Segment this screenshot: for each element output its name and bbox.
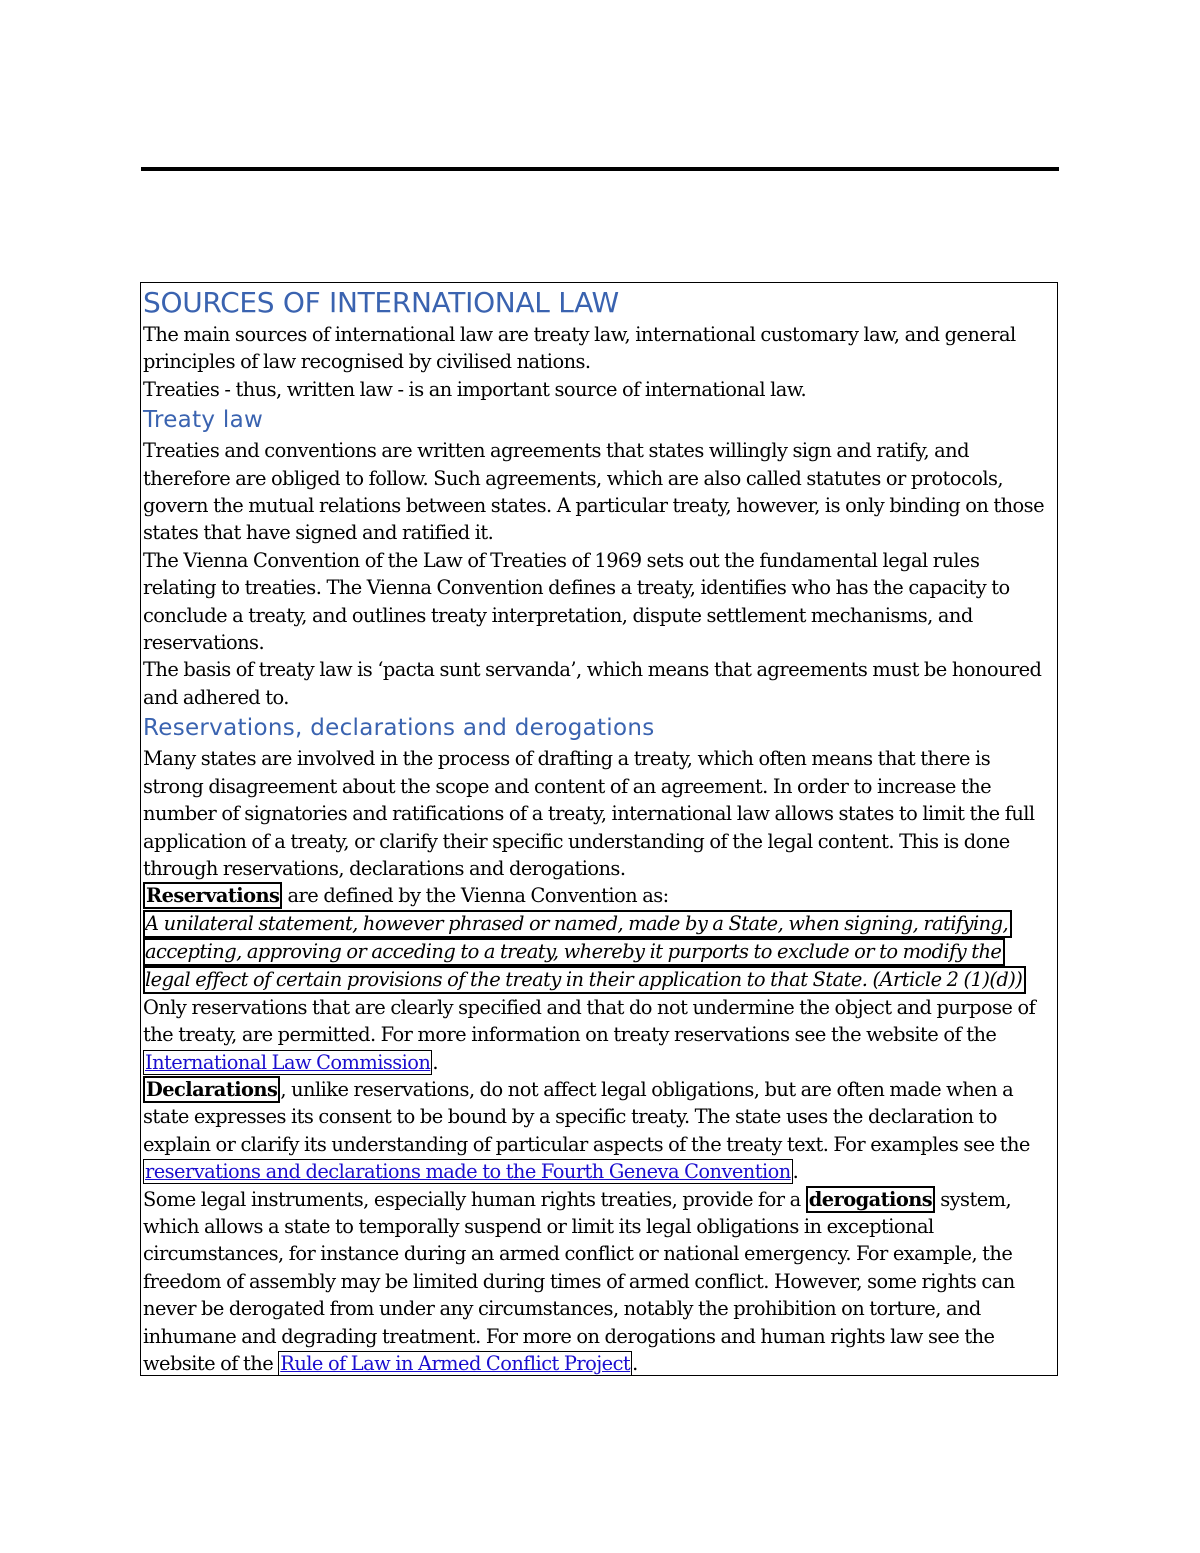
- treaty-law-paragraph-1: Treaties and conventions are written agreements that states willingly sign and ratify, and therefore are obliged to follow. Such agreements, which are also called statutes or protocols, govern the mutual relations between states. A particular treaty, however, is only binding on those states that have signed and ratified it.: [143, 439, 1045, 545]
- vienna-quote: [143, 910, 1055, 994]
- derogations-text: system, which allows a state to temporally suspend or limit its legal obligations in exceptional circumstances, for instance during an armed conflict or national emergency. For example, the freedom of assembly may be limited during times of armed conflict. However, some rights can never be derogated from under any circumstances, notably the prohibition on torture, and inhumane and degrading treatment. For more on derogations and human rights law see the website of the: [143, 1187, 1015, 1375]
- header-rule: [141, 167, 1059, 171]
- content-frame: [140, 282, 1058, 1376]
- fourth-geneva-convention-link[interactable]: reservations and declarations made to the Fourth Geneva Convention: [145, 1160, 791, 1184]
- declarations-text: , unlike reservations, do not affect legal obligations, but are often made when a state expresses its consent to be bound by a specific treaty. The state uses the declaration to explain or clarify its understanding of particular aspects of the treaty text. For examples see the: [143, 1077, 1030, 1156]
- rule-of-law-armed-conflict-link[interactable]: Rule of Law in Armed Conflict Project: [280, 1352, 631, 1375]
- reservations-heading: Reservations, declarations and derogations: [143, 715, 655, 742]
- quote-line-2: accepting, approving or acceding to a treaty, whereby it purports to exclude or to modify the: [143, 938, 1005, 966]
- reservations-paragraph-2-end: .: [432, 1050, 438, 1074]
- international-law-commission-link[interactable]: International Law Commission: [145, 1050, 431, 1074]
- reservations-definition-text: are defined by the Vienna Convention as:: [282, 884, 669, 908]
- intro-paragraph-1: The main sources of international law are treaty law, international customary law, and general principles of law recognised by civilised nations.: [143, 323, 1016, 374]
- reservations-paragraph-2-text: Only reservations that are clearly specified and that do not undermine the object and purpose of the treaty, are permitted. For more information on treaty reservations see the website of the: [143, 995, 1036, 1047]
- treaty-law-paragraph-2: The Vienna Convention of the Law of Treaties of 1969 sets out the fundamental legal rules relating to treaties. The Vienna Convention defines a treaty, identifies who has the capacity to conclude a treaty, and outlines treaty interpretation, dispute settlement mechanisms, and reservations.: [143, 548, 1010, 655]
- derogations-term: derogations: [806, 1186, 935, 1213]
- declarations-paragraph: [143, 1076, 1055, 1186]
- intro-paragraph-2: Treaties - thus, written law - is an important source of international law.: [143, 377, 807, 401]
- reservations-paragraph-2: [143, 994, 1055, 1076]
- declarations-term: Declarations: [143, 1076, 280, 1103]
- derogations-end: .: [632, 1352, 638, 1375]
- declarations-end: .: [792, 1160, 799, 1184]
- reservations-paragraph-1: Many states are involved in the process of drafting a treaty, which often means that there is strong disagreement about the scope and content of an agreement. In order to increase the number of signatories and ratifications of a treaty, international law allows states to limit the full application of a treaty, or clarify their specific understanding of the legal content. This is done through reservations, declarations and derogations.: [143, 747, 1035, 880]
- derogations-paragraph: [143, 1186, 1055, 1378]
- reservations-definition-intro: [143, 882, 1055, 909]
- treaty-law-paragraph-3: The basis of treaty law is ‘pacta sunt servanda’, which means that agreements must be honoured and adhered to.: [143, 658, 1042, 709]
- quote-line-1: A unilateral statement, however phrased or named, made by a State, when signing, ratifying,: [143, 910, 1012, 938]
- treaty-law-heading: Treaty law: [143, 407, 264, 434]
- quote-line-3: legal effect of certain provisions of the treaty in their application to that State. (Article 2 (1)(d)): [143, 966, 1026, 994]
- reservations-term: Reservations: [143, 882, 282, 909]
- derogations-text-start: Some legal instruments, especially human rights treaties, provide for a: [143, 1187, 806, 1211]
- document-title: SOURCES OF INTERNATIONAL LAW: [143, 286, 619, 319]
